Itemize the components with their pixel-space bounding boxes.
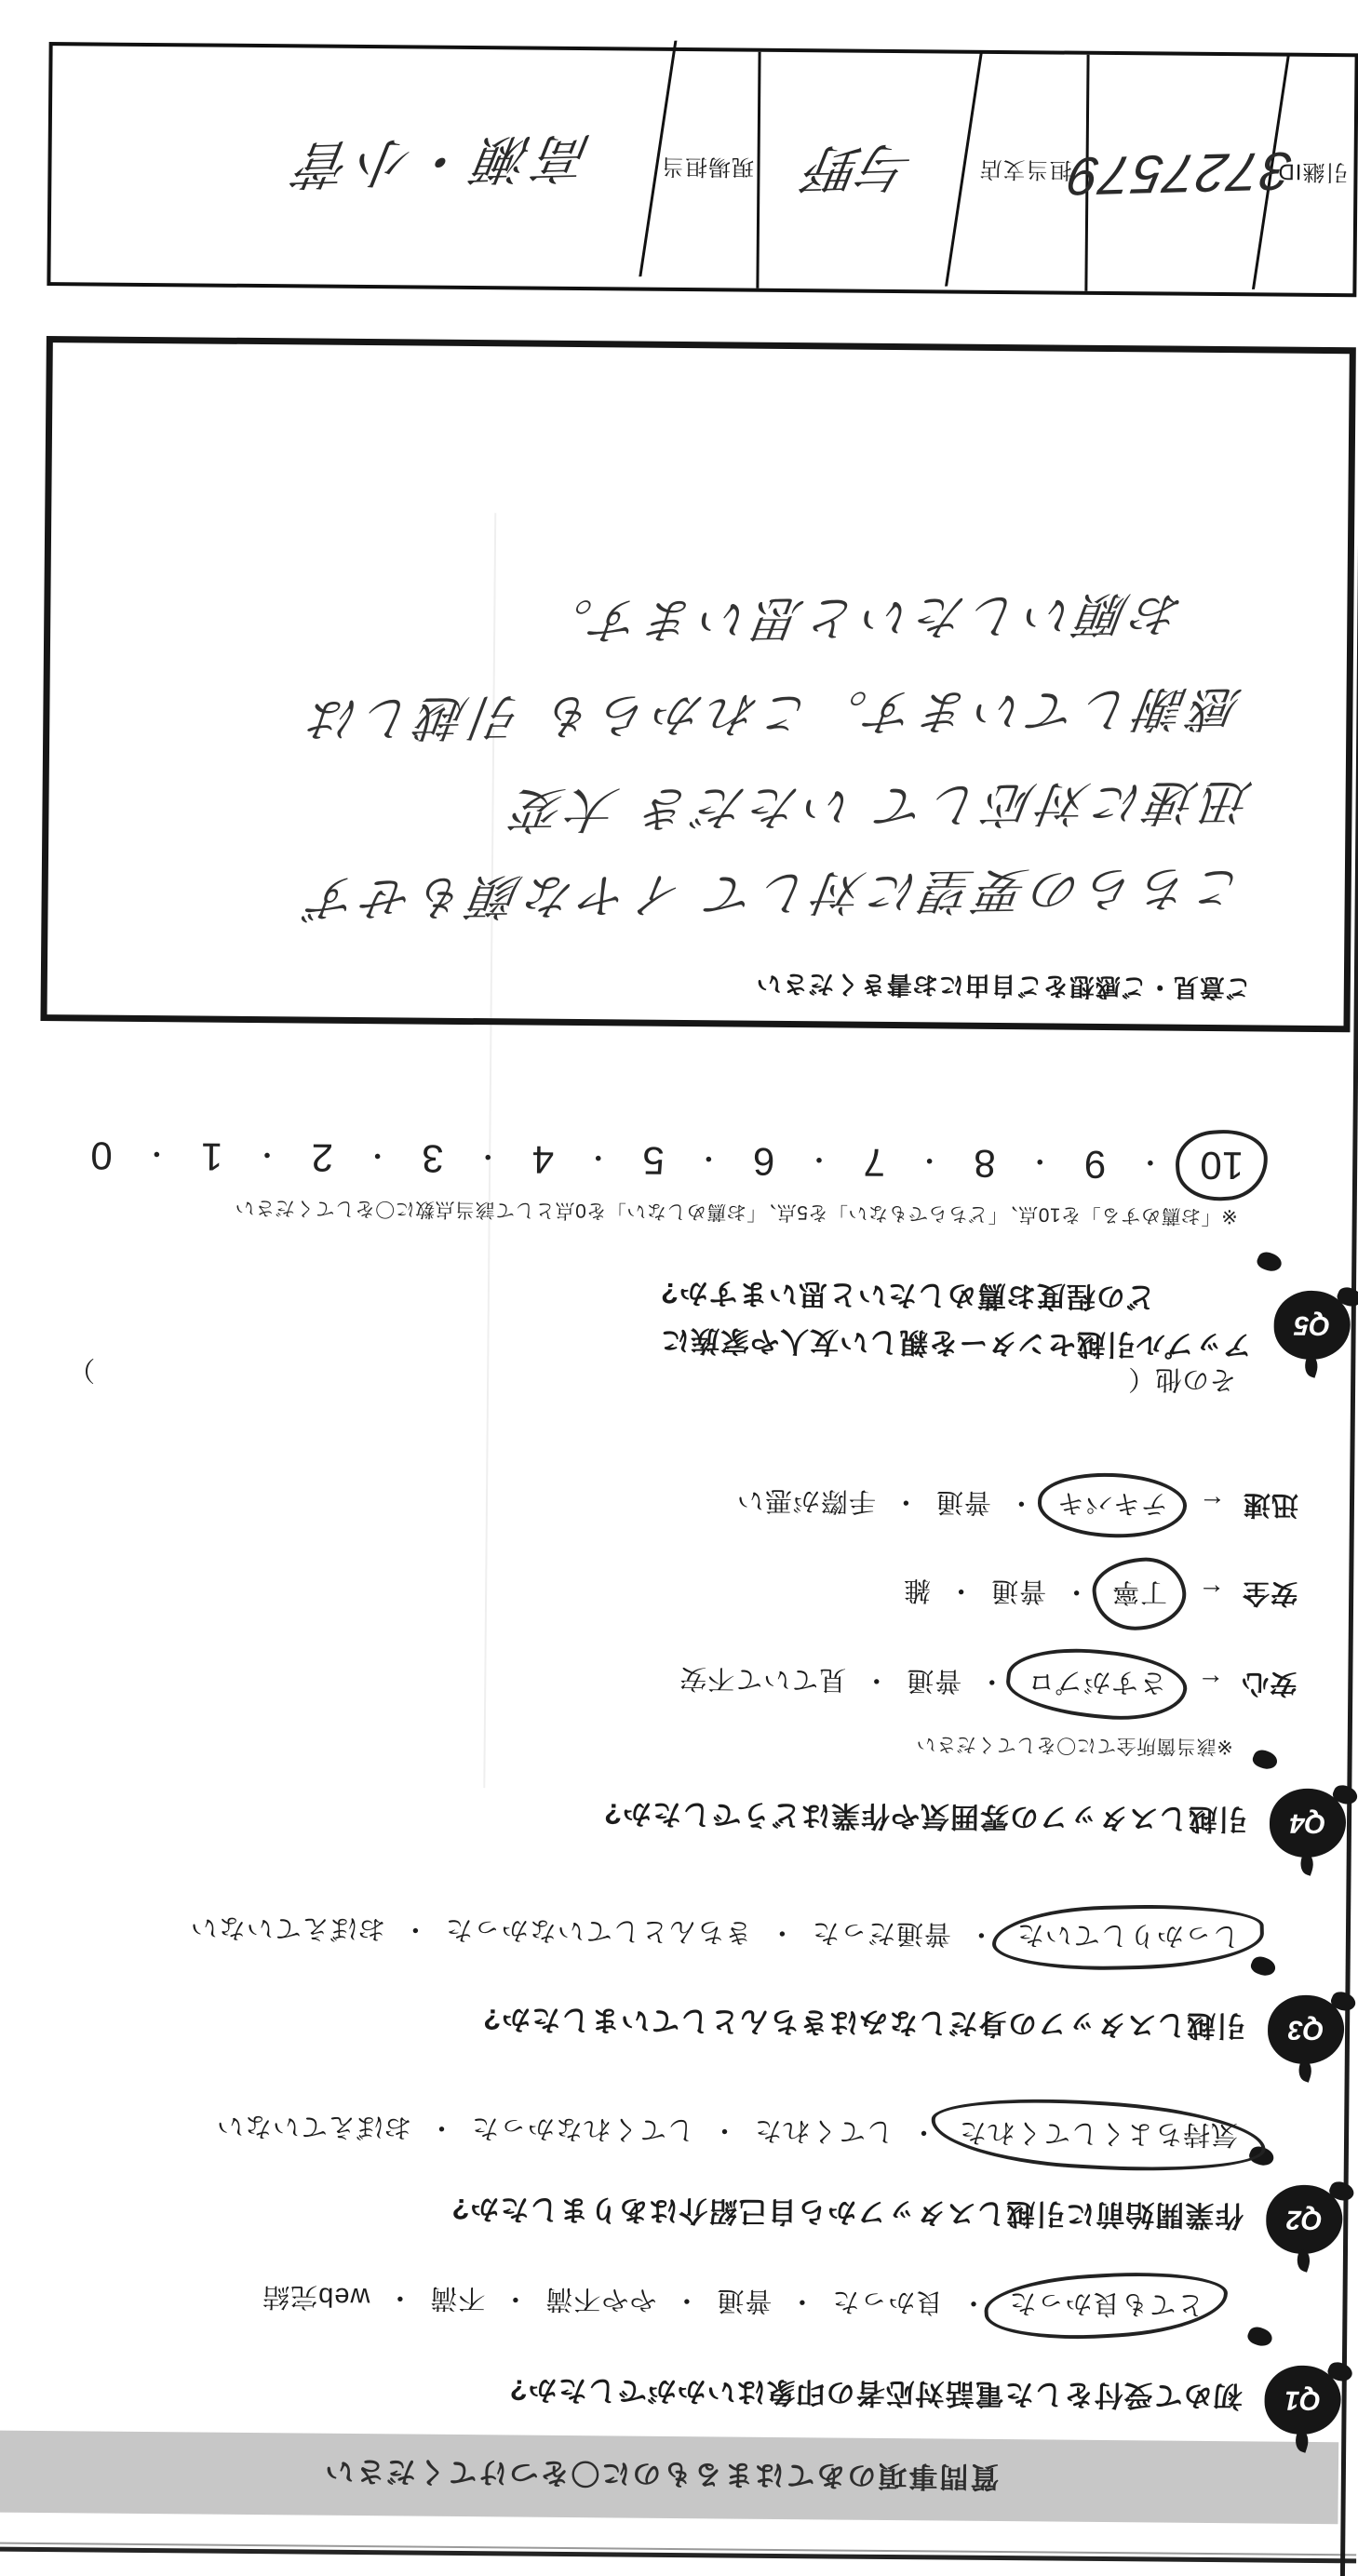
scale-separator: ・	[915, 1144, 944, 1175]
q1-option-5: 不満	[429, 2282, 486, 2314]
q4-row1-selected-circle	[1021, 1662, 1172, 1705]
q3-option-4: おぼえていない	[189, 1912, 386, 1944]
option-separator: ・	[400, 1913, 430, 1944]
q5-score-6: 6	[752, 1139, 775, 1184]
instruction-bar-text: 質問事項のあてはまるものに〇をつけてください	[323, 2455, 1000, 2494]
q2-options	[216, 2107, 1244, 2158]
left-arrow-icon: ←	[1196, 1667, 1225, 1698]
handover-id-label: 引継ID	[1277, 159, 1349, 185]
option-separator: ・	[977, 1665, 1006, 1697]
q1-option-2: 良かった	[831, 2286, 944, 2317]
q4-row3-selected-circle	[1051, 1483, 1174, 1526]
q4-row3-option-1: テキパキ	[1055, 1487, 1169, 1519]
option-separator: ・	[862, 1664, 891, 1695]
handwritten-comment-line3: 感謝しています。これからも 引越しは	[302, 679, 1245, 745]
question-1	[0, 2355, 1341, 2435]
option-separator: ・	[959, 2287, 988, 2317]
branch-label: 担当支店	[963, 54, 1089, 291]
q1-option-6: web完結	[262, 2281, 370, 2313]
scale-separator: ・	[363, 1139, 392, 1171]
q5-note: ※「お薦めする」を10点、「どちらでもない」を5点、「お薦めしない」を0点として該当点数に〇をしてください	[235, 1196, 1238, 1228]
option-separator: ・	[426, 2112, 456, 2142]
option-separator: ・	[787, 2286, 816, 2316]
q3-header	[0, 1984, 1344, 2065]
handwritten-comment-line2: 迅速に対応して いただき 大変	[506, 773, 1257, 837]
option-separator: ・	[891, 1486, 921, 1517]
q5-score-10: 10	[1200, 1143, 1244, 1188]
option-separator: ・	[946, 1575, 975, 1605]
q4-row1-option-3: 見ていて不安	[679, 1663, 847, 1695]
comment-box	[40, 336, 1355, 1032]
q4-row3-option-2: 普通	[934, 1486, 992, 1517]
option-separator: ・	[709, 2114, 739, 2145]
q1-option-1: とても良かった	[1008, 2288, 1204, 2319]
q4-row2-option-3: 雑	[902, 1575, 932, 1605]
question-2	[0, 2174, 1343, 2255]
q4-badge: Q4	[1289, 1808, 1326, 1839]
q5-score-3: 3	[422, 1136, 444, 1181]
handover-id-value: 3727579	[1070, 53, 1290, 294]
scale-separator: ・	[142, 1136, 171, 1169]
q4-row1-label: 安心	[1241, 1668, 1297, 1698]
q4-other-label: その他	[1155, 1363, 1237, 1395]
q3-selected-circle	[1011, 1915, 1245, 1959]
left-arrow-icon: ←	[1197, 1488, 1227, 1520]
q1-header	[0, 2355, 1341, 2435]
q5-question-line1: アップル引越センターを親しい友人や家族に	[659, 1323, 1252, 1362]
q5-score-scale	[90, 1131, 1249, 1189]
q2-option-3: してくれなかった	[470, 2113, 695, 2145]
handover-info-table	[47, 42, 1358, 297]
option-separator: ・	[767, 1916, 797, 1948]
q3-options	[190, 1908, 1245, 1959]
question-4	[0, 1778, 1346, 1858]
scale-separator: ・	[694, 1142, 723, 1174]
option-separator: ・	[501, 2283, 530, 2314]
q4-row1-option-2: 普通	[906, 1665, 962, 1696]
question-3	[0, 1984, 1344, 2065]
q4-other-paren-open: （	[1127, 1363, 1156, 1394]
q5-question-line2: どの程度お薦めしたいと思いますか?	[659, 1276, 1156, 1314]
q5-score-4: 4	[531, 1137, 555, 1182]
q4-row3-option-3: 手際が悪い	[735, 1484, 877, 1516]
q5-score-0: 0	[90, 1134, 113, 1178]
q1-option-4: やや不満	[545, 2283, 657, 2314]
q5-selected-score-circle	[1194, 1141, 1249, 1190]
q2-option-1: 気持ちよくしてくれた	[958, 2116, 1239, 2150]
option-separator: ・	[908, 2116, 938, 2147]
q2-option-4: おぼえていない	[215, 2110, 412, 2142]
q5-badge: Q5	[1294, 1310, 1331, 1341]
scale-separator: ・	[474, 1140, 503, 1172]
q4-note: ※該当箇所全てに〇をしてください	[916, 1733, 1233, 1758]
q2-question-text: 作業開始前に引越しスタッフから自己紹介はありましたか?	[450, 2193, 1244, 2233]
site-staff-label: 現場担当	[656, 51, 760, 288]
q5-score-5: 5	[642, 1138, 665, 1183]
option-separator: ・	[672, 2284, 701, 2315]
scale-separator: ・	[252, 1138, 282, 1170]
q3-option-1: しっかりしていた	[1015, 1919, 1241, 1952]
q4-bird-icon	[1270, 1789, 1347, 1858]
q5-score-7: 7	[863, 1140, 886, 1185]
q1-question-text: 初めて受付をした電話対応者の印象はいかがでしたか?	[508, 2373, 1243, 2413]
left-arrow-icon: ←	[1197, 1576, 1226, 1608]
q5-score-2: 2	[311, 1135, 334, 1180]
q5-bird-icon	[1273, 1291, 1351, 1361]
q1-selected-circle	[1002, 2284, 1209, 2328]
q2-bird-icon	[1266, 2185, 1343, 2255]
q4-header	[0, 1778, 1346, 1858]
option-separator: ・	[1061, 1576, 1091, 1606]
q5-score-9: 9	[1083, 1142, 1107, 1187]
q4-other-paren-close: ）	[68, 1354, 96, 1385]
site-staff-value-handwritten: 高瀬・小菅	[33, 41, 678, 293]
comment-box-label: ご意見・ご感想をご自由にお書きください	[755, 969, 1251, 1002]
scale-separator: ・	[1026, 1145, 1055, 1176]
q5-header	[0, 1269, 1351, 1371]
scale-separator: ・	[1136, 1146, 1165, 1177]
option-separator: ・	[1006, 1487, 1036, 1518]
question-5	[0, 1269, 1351, 1371]
q4-row-anshin	[679, 1659, 1297, 1707]
q4-question-text: 引越しスタッフの雰囲気や作業はどうでしたか?	[602, 1797, 1248, 1836]
q2-badge: Q2	[1285, 2205, 1323, 2235]
handwritten-comment-line1: こちらの要望に対して イヤな顔もせず	[301, 859, 1248, 925]
q2-header	[0, 2174, 1343, 2255]
q5-score-8: 8	[974, 1141, 996, 1186]
q3-option-3: きちんとしていなかった	[444, 1913, 753, 1947]
q3-badge: Q3	[1287, 2015, 1324, 2046]
q2-selected-circle	[953, 2113, 1244, 2158]
instruction-bar	[0, 2431, 1338, 2525]
q4-row3-label: 迅速	[1242, 1489, 1299, 1520]
q1-badge: Q1	[1284, 2385, 1322, 2416]
option-separator: ・	[385, 2282, 414, 2313]
q4-row-anzen	[903, 1571, 1297, 1617]
q4-row2-label: 安全	[1242, 1577, 1298, 1608]
scale-separator: ・	[804, 1143, 834, 1174]
q2-option-2: してくれた	[753, 2114, 894, 2147]
q1-options	[262, 2277, 1210, 2328]
q1-bird-icon	[1264, 2366, 1341, 2435]
handwritten-comment-line4: お願いしたいと思います。	[533, 585, 1187, 648]
branch-value-handwritten: 与野	[742, 50, 983, 291]
option-separator: ・	[966, 1918, 996, 1949]
q4-row-jinsoku	[736, 1482, 1298, 1528]
q4-row2-option-1: 丁寧	[1111, 1576, 1168, 1607]
q4-row2-option-2: 普通	[989, 1575, 1047, 1606]
q4-row1-option-1: さすがプロ	[1027, 1666, 1167, 1697]
q3-bird-icon	[1268, 1995, 1345, 2065]
q5-score-1: 1	[200, 1134, 223, 1179]
q3-question-text: 引越しスタッフの身だしなみはきちんとしていましたか?	[482, 2003, 1246, 2043]
q3-option-2: 普通だった	[811, 1917, 952, 1949]
q4-row2-selected-circle	[1106, 1573, 1173, 1616]
scale-separator: ・	[584, 1141, 612, 1173]
q1-option-3: 普通	[716, 2285, 773, 2315]
